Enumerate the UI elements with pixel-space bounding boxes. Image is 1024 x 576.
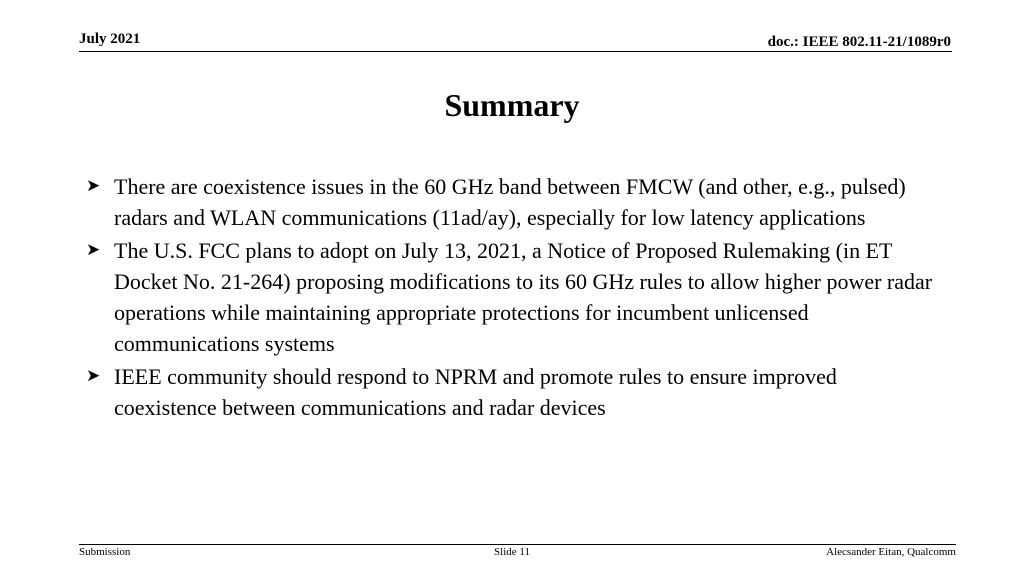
bullet-text: There are coexistence issues in the 60 GHz band between FMCW (and other, e.g., pulsed) radars and WLAN communications (11ad/ay), especially for low latency applications — [114, 174, 906, 230]
footer-author: Alecsander Eitan, Qualcomm — [826, 546, 956, 558]
arrow-bullet-icon: ➤ — [86, 176, 101, 196]
header-divider — [79, 51, 952, 52]
header-date: July 2021 — [79, 31, 141, 47]
slide-title: Summary — [444, 87, 580, 123]
bullet-item — [86, 171, 936, 233]
arrow-bullet-icon: ➤ — [86, 240, 101, 260]
footer-slide-number: Slide 11 — [494, 546, 530, 558]
bullet-list — [86, 171, 936, 425]
footer-divider — [79, 544, 956, 545]
footer-submission: Submission — [79, 546, 131, 558]
bullet-text: IEEE community should respond to NPRM and promote rules to ensure improved coexistence between communications and radar devices — [114, 364, 837, 420]
bullet-item — [86, 361, 936, 423]
bullet-text: The U.S. FCC plans to adopt on July 13, 2021, a Notice of Proposed Rulemaking (in ET Docket No. 21-264) proposing modifications to its 60 GHz rules to allow higher power radar operations while maintaining appropriate protections for incumbent unlicensed communications systems — [114, 238, 933, 356]
bullet-item — [86, 235, 936, 359]
header-doc-id: doc.: IEEE 802.11-21/1089r0 — [767, 34, 951, 50]
arrow-bullet-icon: ➤ — [86, 366, 101, 386]
